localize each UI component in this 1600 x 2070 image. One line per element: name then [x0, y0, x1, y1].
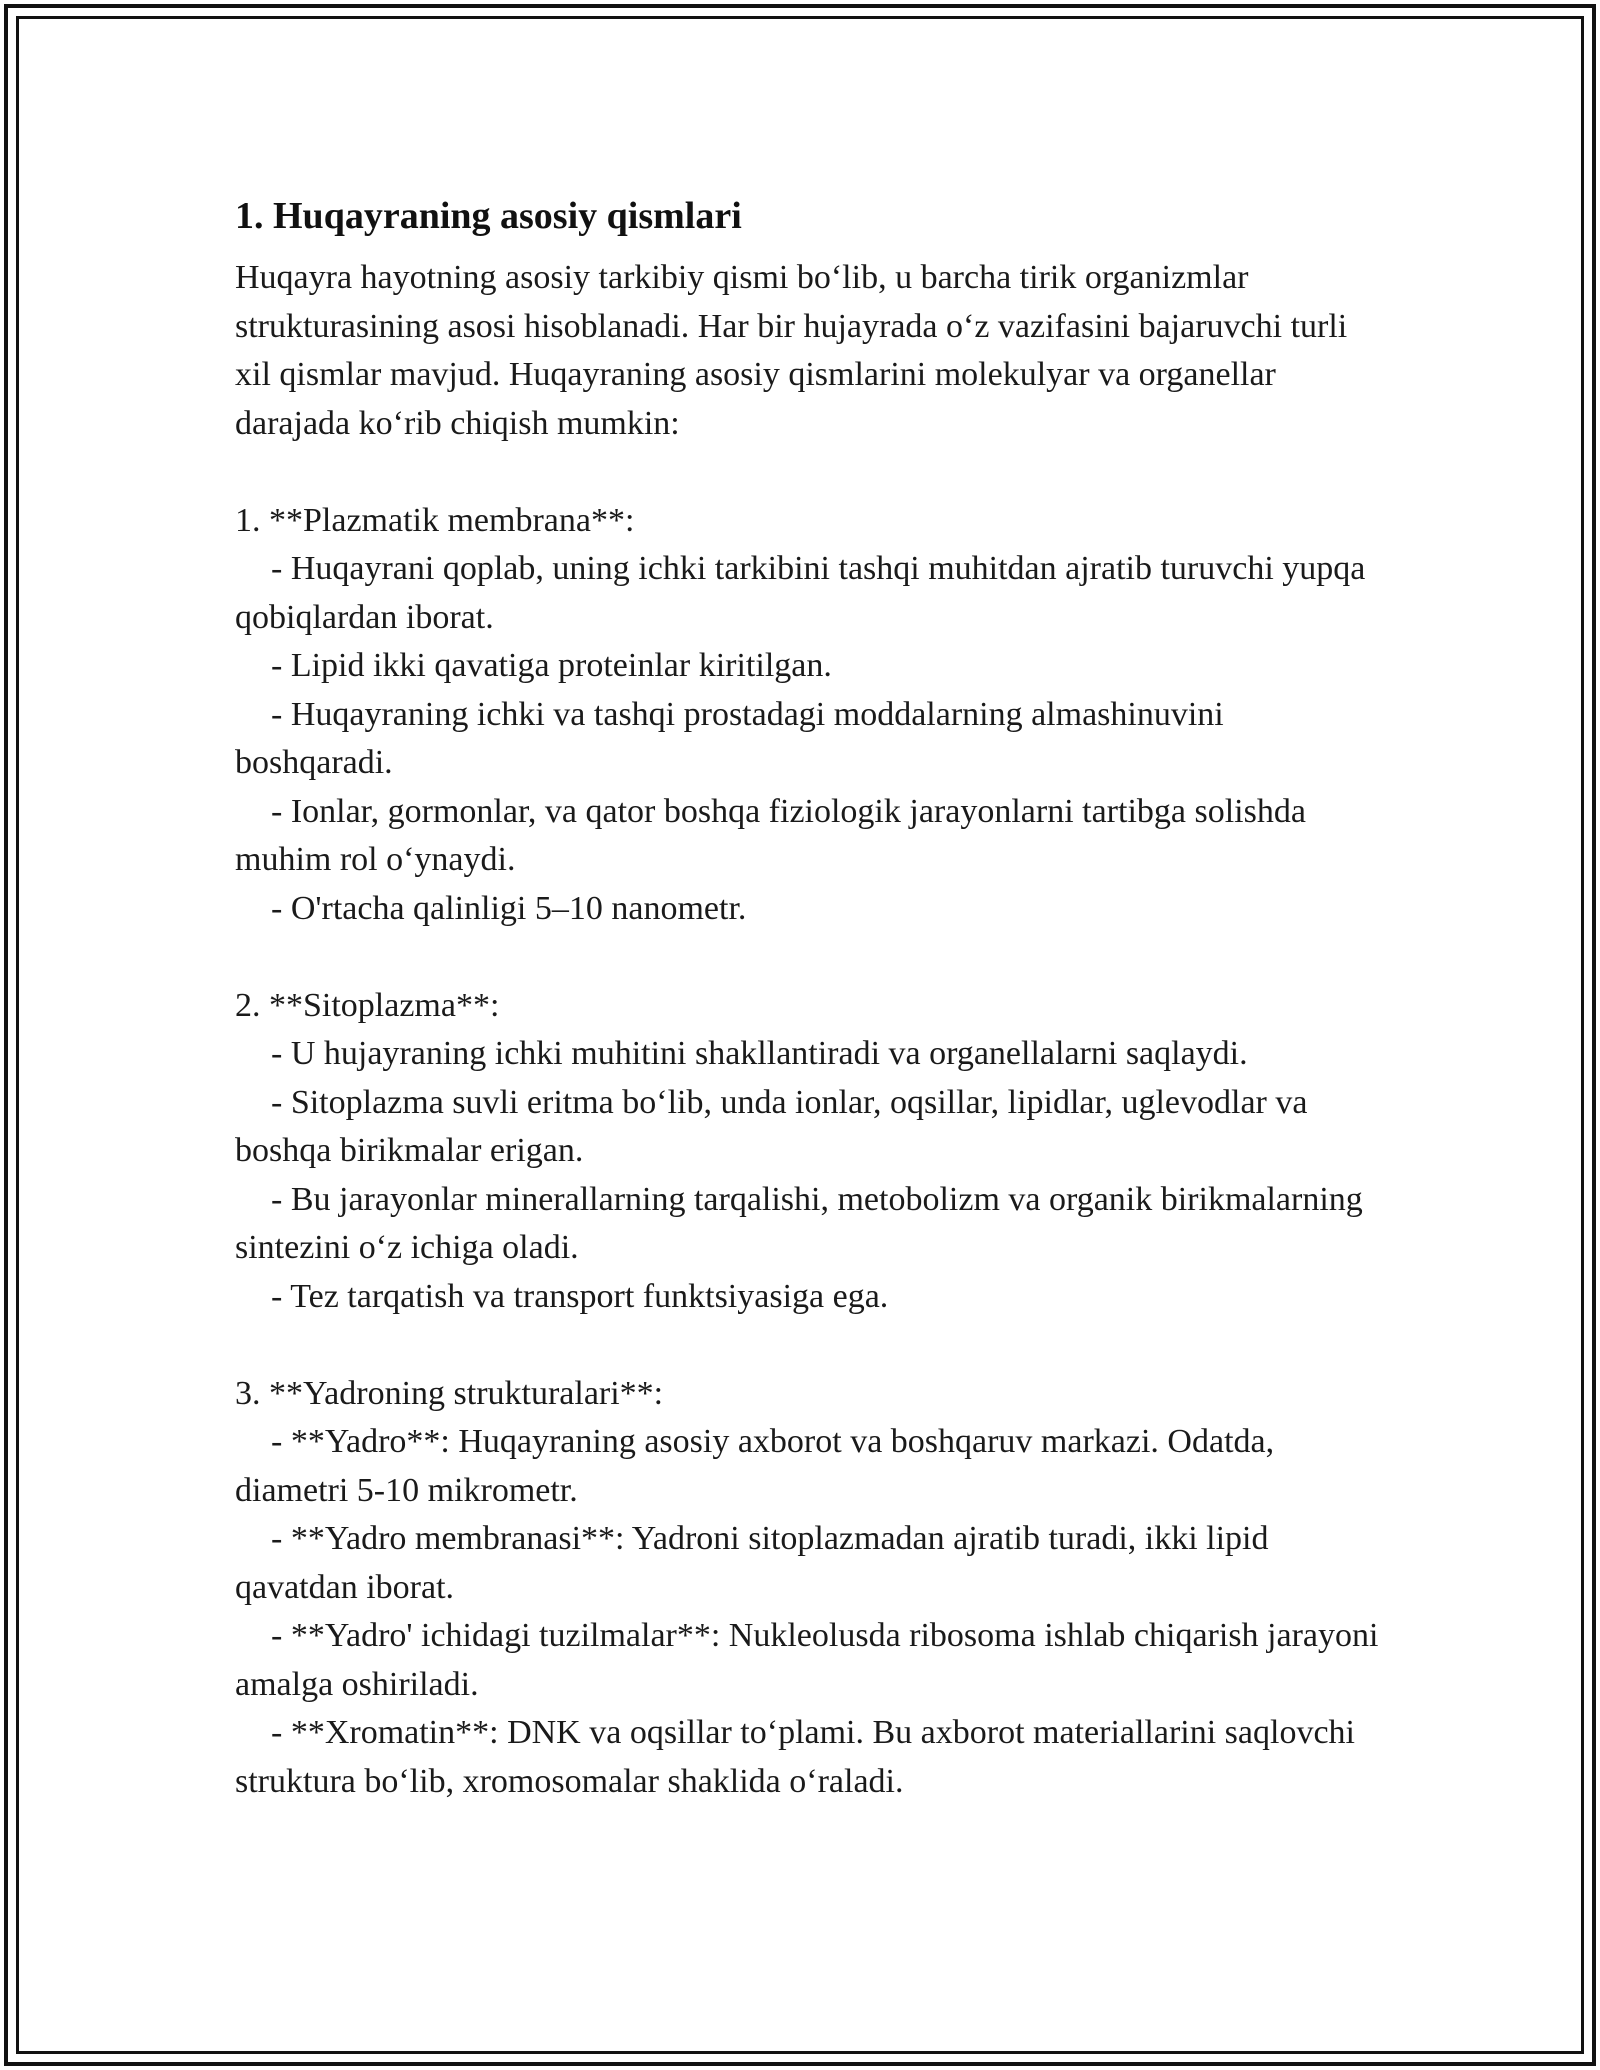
section-title: 2. **Sitoplazma**:	[235, 986, 500, 1024]
section-heading: 1. Huqayraning asosiy qismlari	[235, 195, 742, 237]
section-title: 3. **Yadroning strukturalari**:	[235, 1374, 664, 1412]
section-title: 1. **Plazmatik membrana**:	[235, 501, 635, 539]
bullet-item: - Huqayrani qoplab, uning ichki tarkibini tashqi muhitdan ajratib turuvchi yupqa qobiqlardan iborat.	[235, 550, 1366, 636]
section-cytoplasm	[235, 982, 1385, 1322]
spacer	[235, 448, 1385, 497]
bullet-item: - Lipid ikki qavatiga proteinlar kiritilgan.	[271, 647, 832, 684]
bullet-item: - **Yadro**: Huqayraning asosiy axborot va boshqaruv markazi. Odatda, diametri 5-10 mikrometr.	[235, 1423, 1275, 1509]
document-body	[235, 188, 1385, 1806]
bullet-item: - O'rtacha qalinligi 5–10 nanometr.	[271, 889, 747, 927]
section-nucleus-structures	[235, 1370, 1385, 1807]
bullet-item: - Tez tarqatish va transport funktsiyasiga ega.	[271, 1277, 889, 1315]
bullet-item: - **Yadro' ichidagi tuzilmalar**: Nukleolusda ribosoma ishlab chiqarish jarayoni amalga oshiriladi.	[235, 1617, 1379, 1703]
bullet-item: - U hujayraning ichki muhitini shakllantiradi va organellalarni saqlaydi.	[271, 1035, 1248, 1072]
bullet-item: - Bu jarayonlar minerallarning tarqalishi, metobolizm va organik birikmalarning sintezini o‘z ichiga oladi.	[235, 1180, 1363, 1266]
bullet-item: - Huqayraning ichki va tashqi prostadagi moddalarning almashinuvini boshqaradi.	[235, 695, 1224, 781]
intro-paragraph: Huqayra hayotning asosiy tarkibiy qismi bo‘lib, u barcha tirik organizmlar strukturasining asosi hisoblanadi. Har bir hujayrada o‘z vazifasini bajaruvchi turli xil qismlar mavjud. Huqayraning asosiy qismlarini molekulyar va organellar darajada ko‘rib chiqish mumkin:	[235, 259, 1356, 442]
bullet-item: - **Yadro membranasi**: Yadroni sitoplazmadan ajratib turadi, ikki lipid qavatdan iborat.	[235, 1520, 1269, 1606]
bullet-item: - Sitoplazma suvli eritma bo‘lib, unda ionlar, oqsillar, lipidlar, uglevodlar va boshqa birikmalar erigan.	[235, 1083, 1308, 1169]
spacer	[235, 933, 1385, 982]
spacer	[235, 1321, 1385, 1370]
bullet-item: - Ionlar, gormonlar, va qator boshqa fiziologik jarayonlarni tartibga solishda muhim rol o‘ynaydi.	[235, 792, 1306, 878]
section-plasma-membrane	[235, 497, 1385, 934]
bullet-item: - **Xromatin**: DNK va oqsillar to‘plami. Bu axborot materiallarini saqlovchi struktura bo‘lib, xromosomalar shaklida o‘raladi.	[235, 1714, 1355, 1800]
